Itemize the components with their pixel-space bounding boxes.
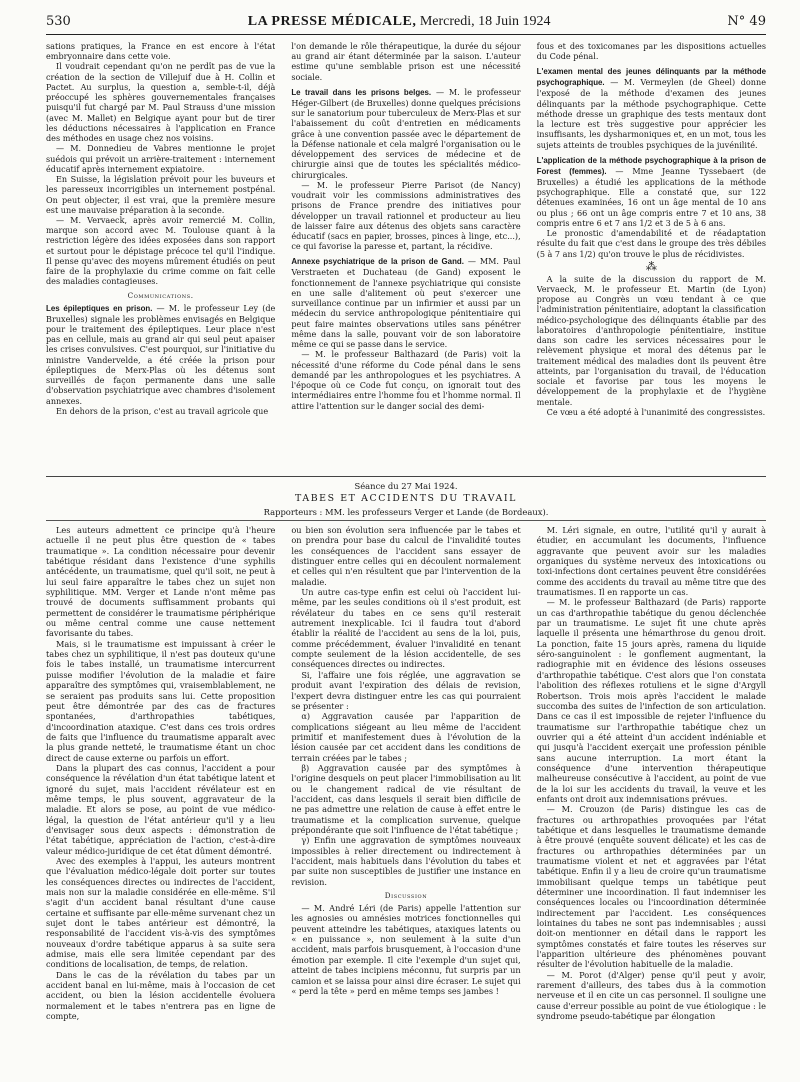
paragraph: Il voudrait cependant qu'on ne perdît pas de vue la création de la section de Villejuif due à H. Collin et Pactet. Au surplus, la question a, semble-t-il, déjà préoccupé les sphères gouvernementales françaises puisqu'il fut chargé par M. Paul Strauss d'une mission (avec M. Mallet) en Belgique ayant pour but de tirer les déductions nécessaires à l'application en France des méthodes en usage chez nos voisins. [46,61,276,144]
asterism-divider: ⁂ [645,259,657,273]
paragraph [46,303,275,406]
paragraph: ou bien son évolution sera influencée par le tabes et on prendra pour base du calcul de l'invalidité toutes les conséquences de l'accident sans essayer de distinguer entre celles qui en découlent normalement et celles qui n'en résultent que par l'intervention de la maladie. [291,525,521,587]
paragraph: — M. André Léri (de Paris) appelle l'attention sur les agnosies ou amnésies motrices fonctionnelles qui peuvent atteindre les tabétiques, ataxiques latents ou « en puissance », non seulement à la suite d'un accident, mais parfois brusquement, à l'occasion d'une émotion par exemple. Il cite l'exemple d'un sujet qui, atteint de tabes incipiens méconnu, fut surpris par un camion et se laissa pour ainsi dire écraser. Le sujet qui « perd la tête » perd en même temps ses jambes ! [291,903,521,996]
paragraph: M. Léri signale, en outre, l'utilité qu'il y aurait à étudier, en accumulant les documents, l'influence aggravante que peuvent avoir sur les maladies organiques du système nerveux des intoxications ou toxi-infections dont certaines peuvent être considérées comme des accidents du travail au même titre que des traumatismes. Il en rapporte un cas. [536,525,766,598]
paragraph: sations pratiques, la France en est encore à l'état embryonnaire dans cette voie. [46,41,276,62]
article-body: — M. Vermeylen (de Gheel) donne l'exposé de la méthode d'examen des jeunes délinquants par la méthode psychographique. Cette méthode dresse un graphique des tests mentaux dont la lecture est très suggestive pour apprécier les insuffisants, les dysharmoniques et, en un mot, tous les sujets atteints de troubles psychiques de la juvénilité. [536,77,766,150]
paragraph: Avec des exemples à l'appui, les auteurs montrent que l'évaluation médico-légale doit porter sur toutes les conséquences directes ou indirectes de l'accident, mais non sur la maladie considérée en elle-même. S'il s'agit d'un accident banal résultant d'une cause certaine et suffisante par elle-même survenant chez un sujet dont le tabes antérieur est démontré, la responsabilité de l'accident vis-à-vis des symptômes nouveaux d'ordre tabétique apparus à sa suite sera admise, mais elle sera limitée cependant par des conditions de localisation, de temps, de relation. [46,856,276,970]
paragraph: — M. Crouzon (de Paris) distingue les cas de fractures ou arthropathies provoquées par l'état tabétique et dans lesquelles le traumatisme demande à être prouvé (enquête souvent délicate) et les cas de fractures ou arthropathies déterminées par un traumatisme violent et net et aggravées par l'état tabétique. Enfin il y a lieu de croire qu'un traumatisme immobilisant quelque temps un tabétique peut déterminer une incoordination. Il faut indemniser les conséquences locales ou l'incoordination déterminée indirectement par l'accident. Les conséquences lointaines du tabes ne sont pas indemnisables ; aussi doit-on mentionner en détail dans le rapport les symptômes constatés et faire toutes les réserves sur l'apparition ultérieure des phénomènes pouvant résulter de l'évolution habituelle de la maladie. [536,804,766,970]
paragraph [537,66,766,149]
paragraph: l'on demande le rôle thérapeutique, la durée du séjour au grand air étant déterminée par la saison. L'auteur estime qu'une semblable prison est une nécessité sociale. [291,41,521,82]
article-body: — Mme Jeanne Tyssebaert (de Bruxelles) a étudié les applications de la méthode psychographique. Elle a constaté que, sur 122 détenues examinées, 16 ont un âge mental de 10 ans ou plus ; 66 ont un âge compris entre 7 et 10 ans, 38 compris entre 6 et 7 ans 1/2 et 3 de 5 à 6 ans. [536,165,766,228]
top-column-1 [46,41,275,474]
page-header [46,14,766,35]
session-heading [46,476,766,517]
paragraph: Si, l'affaire une fois réglée, une aggravation se produit avant l'expiration des délais de revision, l'expert devra distinguer entre les cas qui pourraient se présenter : [291,669,521,711]
discussion-heading: Discussion [384,891,428,901]
paragraph: Ce vœu a été adopté à l'unanimité des congressistes. [546,406,766,417]
paragraph: — M. Donnedieu de Vabres mentionne le projet suédois qui prévoit un arrière-traitement : internement éducatif après internement expiatoire. [46,143,276,174]
top-columns [46,41,766,474]
paragraph: Dans la plupart des cas connus, l'accident a pour conséquence la révélation d'un état tabétique latent et ignoré du sujet, mais l'accident révélateur est en même temps, le plus souvent, aggravateur de la maladie. Et alors se pose, au point de vue médico-légal, la question de l'état antérieur qu'il y a lieu d'envisager sous deux aspects : démonstration de l'état tabétique, appréciation de l'action, c'est-à-dire valeur médico-juridique de cet état dûment démontré. [46,762,276,856]
page-number: 530 [46,14,71,29]
article-title: L'examen mental des jeunes délinquants par la méthode psychographique. [536,67,766,88]
article-body: — MM. Paul Verstraeten et Duchateau (de Gand) exposent le fonctionnement de l'annexe psychiatrique qui consiste en une salle d'alitement où peut s'exercer une surveillance continue par un infirmier et aussi par un médecin du service anthropologique pénitentiaire qui peut faire maintes observations utiles sans pénétrer même dans la salle, pouvant voir de son laboratoire même ce qui se passe dans le service. [291,256,521,350]
paragraph: Dans le cas de la révélation du tabes par un accident banal en lui-même, mais à l'occasion de cet accident, ou bien la lésion accidentelle évoluera normalement et le tabes n'entrera pas en ligne de compte, [46,969,276,1022]
paragraph [291,87,520,180]
article-title: Annexe psychiatrique de la prison de Gand. [291,257,464,267]
paragraph: α) Aggravation causée par l'apparition de complications siégeant au lieu même de l'accident primitif et manifestement dues à l'évolution de la lésion causée par cet accident dans les conditions de terrain créées par le tabes ; [291,711,521,763]
paragraph: — M. le professeur Balthazard (de Paris) rapporte un cas d'arthropathie tabétique du genou déclenchée par un traumatisme. Le sujet fit une chute après laquelle il présenta une hémarthrose du genou droit. La ponction, faite 15 jours après, ramena du liquide séro-sanguinolent : le gonflement augmentant, la radiographie mit en évidence des lésions osseuses d'arthropathie tabétique. C'est alors que l'on constata l'abolition des réflexes rotuliens et le signe d'Argyll Robertson. Trois mois après l'accident le malade succomba des suites de l'infection de son articulation. Dans ce cas il est impossible de rejeter l'influence du traumatisme sur l'arthropathie tabétique chez un ouvrier qui a été atteint d'un accident indéniable et qui jusqu'à l'accident exerçait une profession pénible sans aucune interruption. La mort étant la conséquence d'une intervention thérapeutique malheureuse consécutive à l'accident, au point de vue de la loi sur les accidents du travail, la veuve et les enfants ont droit aux indemnisations prévues. [536,597,766,804]
session-date: Séance du 27 Mai 1924. [354,481,458,491]
paragraph: En dehors de la prison, c'est au travail agricole que [56,405,269,416]
bottom-column-3 [537,525,766,1080]
article-body: — M. le professeur Ley (de Bruxelles) signale les problèmes envisagés en Belgique pour le traitement des épileptiques. Leur place n'est pas en cellule, mais au grand air qui seul peut apaiser les crises convulsives. C'est pourquoi, sur l'initiative du ministre Vandervelde, a été créée la prison pour épileptiques de Merx-Plas où les détenus sont surveillés de façon permanente dans une salle d'observation psychiatrique avec chambres d'isolement annexes. [46,302,276,406]
paragraph: Un autre cas-type enfin est celui où l'accident lui-même, par les seules conditions où il s'est produit, est révélateur du tabes en ce sens qu'il resterait autrement inexplicable. Ici il faudra tout d'abord établir la réalité de l'accident au sens de la loi, puis, comme précédemment, évaluer l'invalidité en tenant compte seulement de la lésion accidentelle, de ses conséquences directes ou indirectes. [291,587,521,670]
paragraph [537,155,766,228]
bottom-column-2 [291,525,520,1080]
paragraph: Le pronostic d'amendabilité et de réadaptation résulte du fait que c'est dans le groupe des très débiles (5 à 7 ans 1/2) qu'on trouve le plus de récidivistes. [536,228,766,259]
journal-name: LA PRESSE MÉDICALE, [247,14,417,29]
bottom-column-1 [46,525,275,1080]
bottom-columns [46,520,766,1080]
paragraph: — M. le professeur Balthazard (de Paris) voit la nécessité d'une réforme du Code pénal dans le sens demandé par les anthropologues et les psychiatres. A l'époque où ce Code fut conçu, on ignorait tout des intermédiaires entre l'homme fou et l'homme normal. Il attire l'attention sur le danger social des demi- [291,349,521,411]
running-title [248,14,551,30]
rapporteurs-line: Rapporteurs : MM. les professeurs Verger et Lande (de Bordeaux). [263,507,549,517]
paragraph: β) Aggravation causée par des symptômes à l'origine desquels on peut placer l'immobilisation au lit ou le changement radical de vie résultant de l'accident, cas dans lesquels il serait bien difficile de ne pas admettre une relation de cause à effet entre le traumatisme et la complication survenue, quelque prépondérante que soit l'influence de l'état tabétique ; [291,762,521,835]
paragraph [291,256,520,349]
paragraph: En Suisse, la législation prévoit pour les buveurs et les paresseux incorrigibles un internement postpénal. On peut objecter, il est vrai, que la première mesure est une mauvaise préparation à la seconde. [46,174,276,215]
issue-number: N° 49 [727,14,766,29]
article-title: Les épileptiques en prison. [46,303,153,313]
issue-date: Mercredi, 18 Juin 1924 [419,14,551,29]
top-column-3 [537,41,766,474]
article-title: Le travail dans les prisons belges. [291,87,432,97]
paragraph: A la suite de la discussion du rapport de M. Vervaeck, M. le professeur Et. Martin (de Lyon) propose au Congrès un vœu tendant à ce que l'administration pénitentiaire, adoptant la classification médico-psychologique des délinquants établie par des laboratoires d'anthropologie pénitentiaire, institue dans son cadre les services nécessaires pour le relèvement physique et moral des détenus par le traitement médical des maladies dont ils peuvent être atteints, par l'organisation du travail, de l'éducation sociale et favorise par tous les moyens le développement de la prophylaxie et de l'hygiène mentale. [536,273,766,407]
paragraph: — M. Vervaeck, après avoir remercié M. Collin, marque son accord avec M. Toulouse quant à la restriction légère des idées exposées dans son rapport et surtout pour le dépistage précoce tel qu'il l'indique. Il pense qu'avec des moyens mûrement étudiés on peut faire de la prophylaxie du crime comme on fait celle des maladies contagieuses. [46,214,276,287]
paragraph: γ) Enfin une aggravation de symptômes nouveaux impossibles à relier directement ou indirectement à l'accident, mais habituels dans l'évolution du tabes et par suite non susceptibles de justifier une instance en revision. [291,835,521,887]
article-title: L'application de la méthode psychographique à la prison de Forest (femmes). [536,155,766,176]
paragraph: Mais, si le traumatisme est impuissant à créer le tabes chez un syphilitique, il n'est pas douteux qu'une fois le tabes installé, un traumatisme intercurrent puisse modifier l'évolution de la maladie et faire apparaître des symptômes qui, vraisemblablement, ne se seraient pas produits sans lui. Cette proposition peut être démontrée par des cas de fractures spontanées, d'arthropathies tabétiques, d'incoordination ataxique. C'est dans ces trois ordres de faits que l'influence du traumatisme apparaît avec la plus grande netteté, le traumatisme étant un choc direct de cause externe ou parfois un effort. [46,638,276,763]
paragraph: Les auteurs admettent ce principe qu'à l'heure actuelle il ne peut plus être question de « tabes traumatique ». La condition nécessaire pour devenir tabétique résidant dans l'existence d'une syphilis antécédente, un traumatisme, quel qu'il soit, ne peut à lui seul faire apparaître le tabes chez un sujet non syphilitique. MM. Verger et Lande n'ont même pas trouvé de documents suffisamment probants qui permettent de considérer le traumatisme périphérique ou même central comme une cause nettement favorisante du tabes. [46,525,276,639]
article-body: — M. le professeur Héger-Gilbert (de Bruxelles) donne quelques précisions sur le sanatorium pour tuberculeux de Merx-Plas et sur l'abaissement du coût d'entretien en médicaments grâce à une convention passée avec le département de la Défense nationale et cela malgré l'organisation ou le développement des services de médecine et de chirurgie ainsi que de toutes les spécialités médico-chirurgicales. [291,86,521,180]
section-heading: Communications. [127,290,194,300]
paragraph: — M. Porot (d'Alger) pense qu'il peut y avoir, rarement d'ailleurs, des tabes dus à la commotion nerveuse et il en cite un cas personnel. Il souligne une cause d'erreur possible au point de vue étiologique : le syndrome pseudo-tabétique par élongation [536,969,766,1022]
paragraph: — M. le professeur Pierre Parisot (de Nancy) voudrait voir les commissions administratives des prisons de France prendre des initiatives pour développer un travail rationnel et producteur au lieu de laisser faire aux détenus des objets sans caractère éducatif (sacs en papier, brosses, pinces à linge, etc...), ce qui favorise la paresse et, partant, la récidive. [291,179,521,252]
session-title: TABES ET ACCIDENTS DU TRAVAIL [294,493,517,504]
paragraph: fous et des toxicomanes par les dispositions actuelles du Code pénal. [536,41,766,62]
top-column-2 [291,41,520,474]
